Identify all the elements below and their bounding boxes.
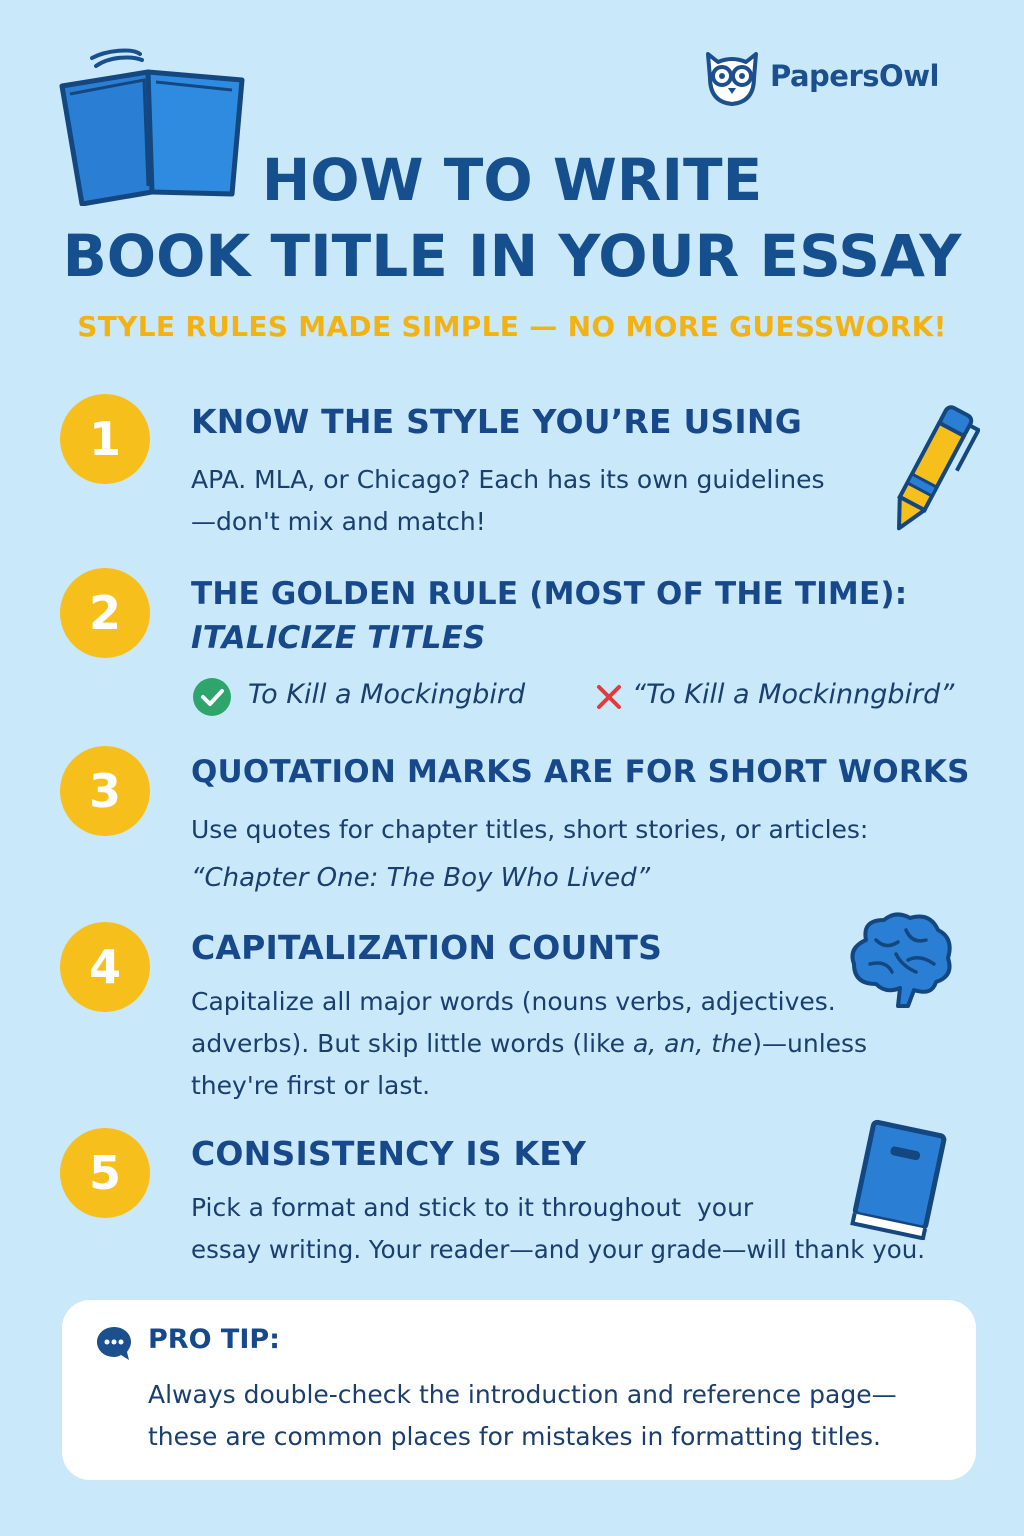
wrong-example: “To Kill a Mockinngbird” [632, 679, 955, 710]
step-1-body-line2: —don't mix and match! [191, 507, 486, 536]
step-1-heading: KNOW THE STYLE YOU’RE USING [191, 402, 803, 441]
page-title-line2: BOOK TITLE IN YOUR ESSAY [62, 222, 962, 290]
step-2-heading: THE GOLDEN RULE (MOST OF THE TIME): [191, 576, 908, 612]
owl-logo-icon [702, 44, 762, 108]
page-title-line1: HOW TO WRITE [261, 146, 763, 214]
step-4-body-line2 [191, 1023, 867, 1065]
step-5-body-line2: essay writing. Your reader—and your grade—will thank you. [191, 1235, 926, 1264]
step-3-badge: 3 [60, 746, 150, 836]
step-4-body-line2-b: )—unless [752, 1029, 868, 1058]
closed-book-icon [843, 1118, 955, 1240]
brain-icon [846, 910, 956, 1010]
pro-tip-label: PRO TIP: [148, 1324, 280, 1355]
step-5-badge: 5 [60, 1128, 150, 1218]
step-4-body-line1: Capitalize all major words (nouns verbs, adjectives. [191, 987, 836, 1016]
pro-tip-line1: Always double-check the introduction and reference page— [148, 1380, 897, 1409]
check-icon [192, 677, 232, 717]
step-4-body-line2-italic: a, an, the [632, 1029, 753, 1058]
step-2-heading-line2: ITALICIZE TITLES [191, 620, 486, 656]
step-1-badge: 1 [60, 394, 150, 484]
step-2-badge: 2 [60, 568, 150, 658]
brand-name: PapersOwl [770, 59, 939, 93]
pen-icon [880, 398, 980, 543]
correct-example: To Kill a Mockingbird [248, 679, 526, 710]
step-3-example: “Chapter One: The Boy Who Lived” [191, 863, 651, 893]
step-4-body-line2-a: adverbs). But skip little words (like [191, 1029, 633, 1058]
pro-tip-card [62, 1300, 976, 1480]
brand-logo[interactable] [702, 44, 939, 108]
chat-bubble-icon [94, 1324, 134, 1364]
step-4-heading: CAPITALIZATION COUNTS [191, 928, 663, 967]
step-3-body-line1: Use quotes for chapter titles, short stories, or articles: [191, 815, 869, 844]
step-4-body-line3: they're first or last. [191, 1071, 431, 1100]
cross-icon [594, 682, 624, 712]
page-subtitle: STYLE RULES MADE SIMPLE — NO MORE GUESSWORK! [77, 310, 947, 343]
step-1-body-line1: APA. MLA, or Chicago? Each has its own guidelines [191, 465, 825, 494]
pro-tip-line2: these are common places for mistakes in formatting titles. [148, 1422, 881, 1451]
step-5-body-line1: Pick a format and stick to it throughout your [191, 1193, 754, 1222]
step-4-badge: 4 [60, 922, 150, 1012]
step-3-heading: QUOTATION MARKS ARE FOR SHORT WORKS [191, 754, 970, 790]
step-5-heading: CONSISTENCY IS KEY [191, 1134, 587, 1173]
